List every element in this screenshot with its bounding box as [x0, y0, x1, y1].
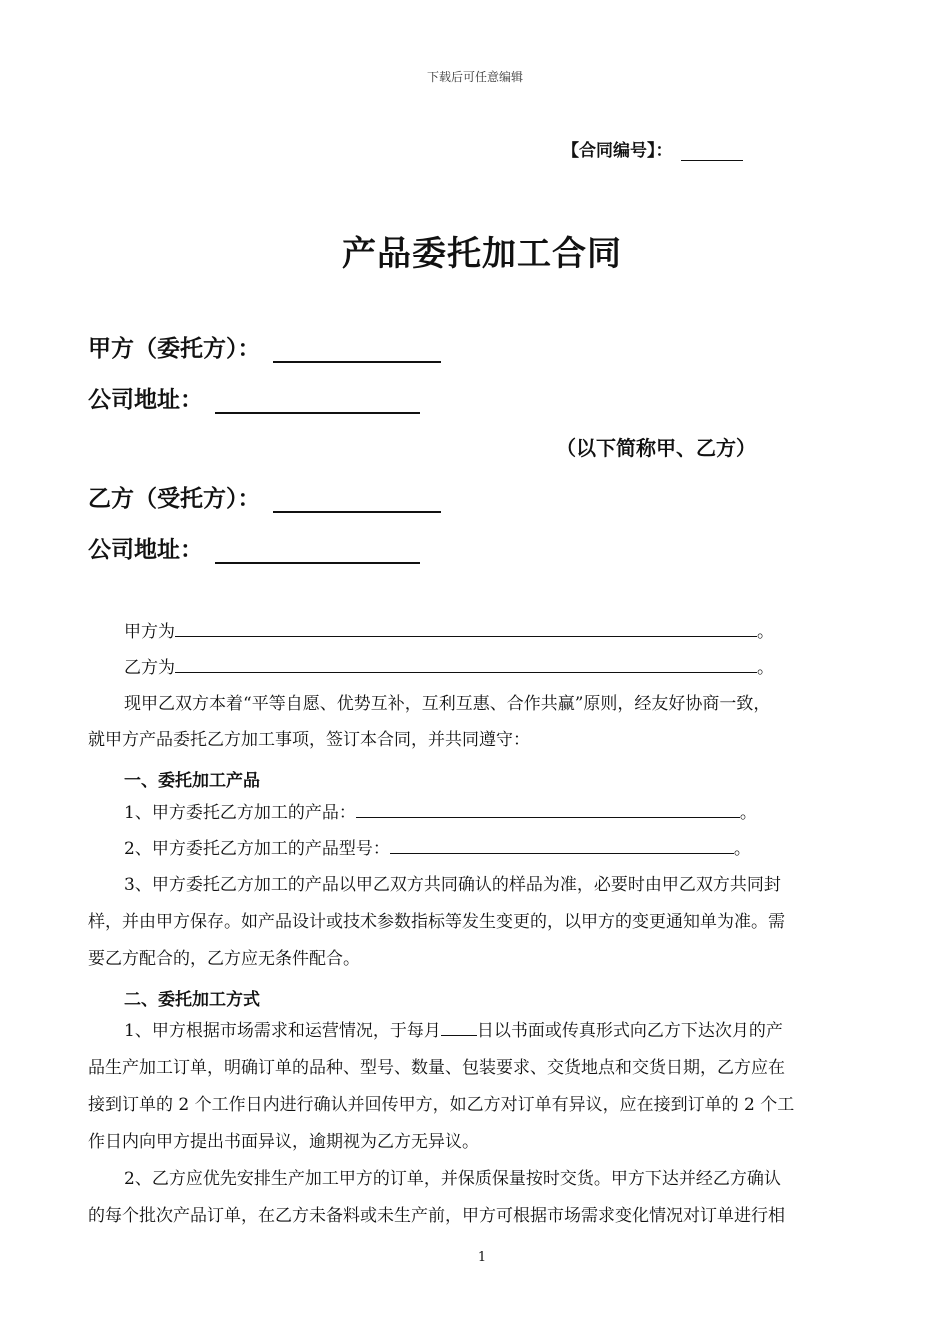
document-title: 产品委托加工合同 [342, 234, 622, 274]
section-1-item-1 [124, 795, 757, 832]
s2-item2-line-1: 2、乙方应优先安排生产加工甲方的订单，并保质保量按时交货。甲方下达并经乙方确认 [124, 1169, 781, 1189]
s2-item1-text-a: 1、甲方根据市场需求和运营情况，于每月 [124, 1021, 441, 1041]
intro-b-period: 。 [757, 658, 774, 678]
intro-party-a [124, 614, 774, 651]
party-b-address-blank [215, 536, 420, 564]
contract-number-blank [681, 142, 743, 161]
intro-b-blank [175, 652, 757, 673]
s2-item1-line-4: 作日内向甲方提出书面异议，逾期视为乙方无异议。 [88, 1132, 479, 1152]
s1-item3-line-2: 样，并由甲方保存。如产品设计或技术参数指标等发生变更的，以甲方的变更通知单为准。需 [88, 912, 785, 932]
intro-a-blank [175, 616, 757, 637]
section-1-item-2 [124, 831, 751, 868]
s2-item2-line-2: 的每个批次产品订单，在乙方未备料或未生产前，甲方可根据市场需求变化情况对订单进行相 [88, 1206, 785, 1226]
s2-item1-line-2: 品生产加工订单，明确订单的品种、型号、数量、包装要求、交货地点和交货日期，乙方应在 [88, 1058, 785, 1078]
party-b-label: 乙方（受托方）： [88, 486, 261, 512]
section-2-heading: 二、委托加工方式 [124, 990, 260, 1010]
s1-item1-prefix: 1、甲方委托乙方加工的产品： [124, 803, 356, 823]
s1-item2-period: 。 [733, 839, 751, 859]
intro-a-period: 。 [757, 622, 774, 642]
contract-number [562, 136, 743, 161]
party-a-blank [273, 335, 441, 363]
party-a-address-blank [215, 386, 420, 414]
section-1-heading: 一、委托加工产品 [124, 771, 260, 791]
abbreviation-note: （以下简称甲、乙方） [556, 436, 756, 460]
party-a-line [88, 330, 441, 363]
s1-item2-blank [390, 833, 734, 854]
s1-item2-prefix: 2、甲方委托乙方加工的产品型号： [124, 839, 390, 859]
s2-item1-day-blank [441, 1015, 477, 1036]
s2-item1-line-1 [124, 1013, 783, 1050]
party-b-line [88, 480, 441, 513]
party-b-address-label: 公司地址： [88, 537, 203, 563]
s2-item1-line-3: 接到订单的 2 个工作日内进行确认并回传甲方，如乙方对订单有异议，应在接到订单的 2 个工 [88, 1095, 795, 1115]
preamble-line-1: 现甲乙双方本着“平等自愿、优势互补，互利互惠、合作共赢”原则，经友好协商一致， [124, 694, 771, 714]
party-a-address-line [88, 381, 420, 414]
preamble-line-2: 就甲方产品委托乙方加工事项，签订本合同，并共同遵守： [88, 730, 530, 750]
contract-number-label: 【合同编号】： [562, 141, 673, 161]
intro-b-prefix: 乙方为 [124, 658, 175, 678]
s1-item1-period: 。 [739, 803, 757, 823]
page-number: 1 [477, 1250, 487, 1265]
party-a-label: 甲方（委托方）： [88, 336, 261, 362]
party-b-address-line [88, 531, 420, 564]
s1-item1-blank [356, 797, 740, 818]
s1-item3-line-3: 要乙方配合的，乙方应无条件配合。 [88, 949, 360, 969]
party-a-address-label: 公司地址： [88, 387, 203, 413]
intro-a-prefix: 甲方为 [124, 622, 175, 642]
s2-item1-text-b: 日以书面或传真形式向乙方下达次月的产 [476, 1021, 783, 1041]
party-b-blank [273, 485, 441, 513]
intro-party-b [124, 650, 774, 687]
header-note: 下载后可任意编辑 [426, 70, 523, 84]
s1-item3-line-1: 3、甲方委托乙方加工的产品以甲乙双方共同确认的样品为准，必要时由甲乙双方共同封 [124, 875, 781, 895]
